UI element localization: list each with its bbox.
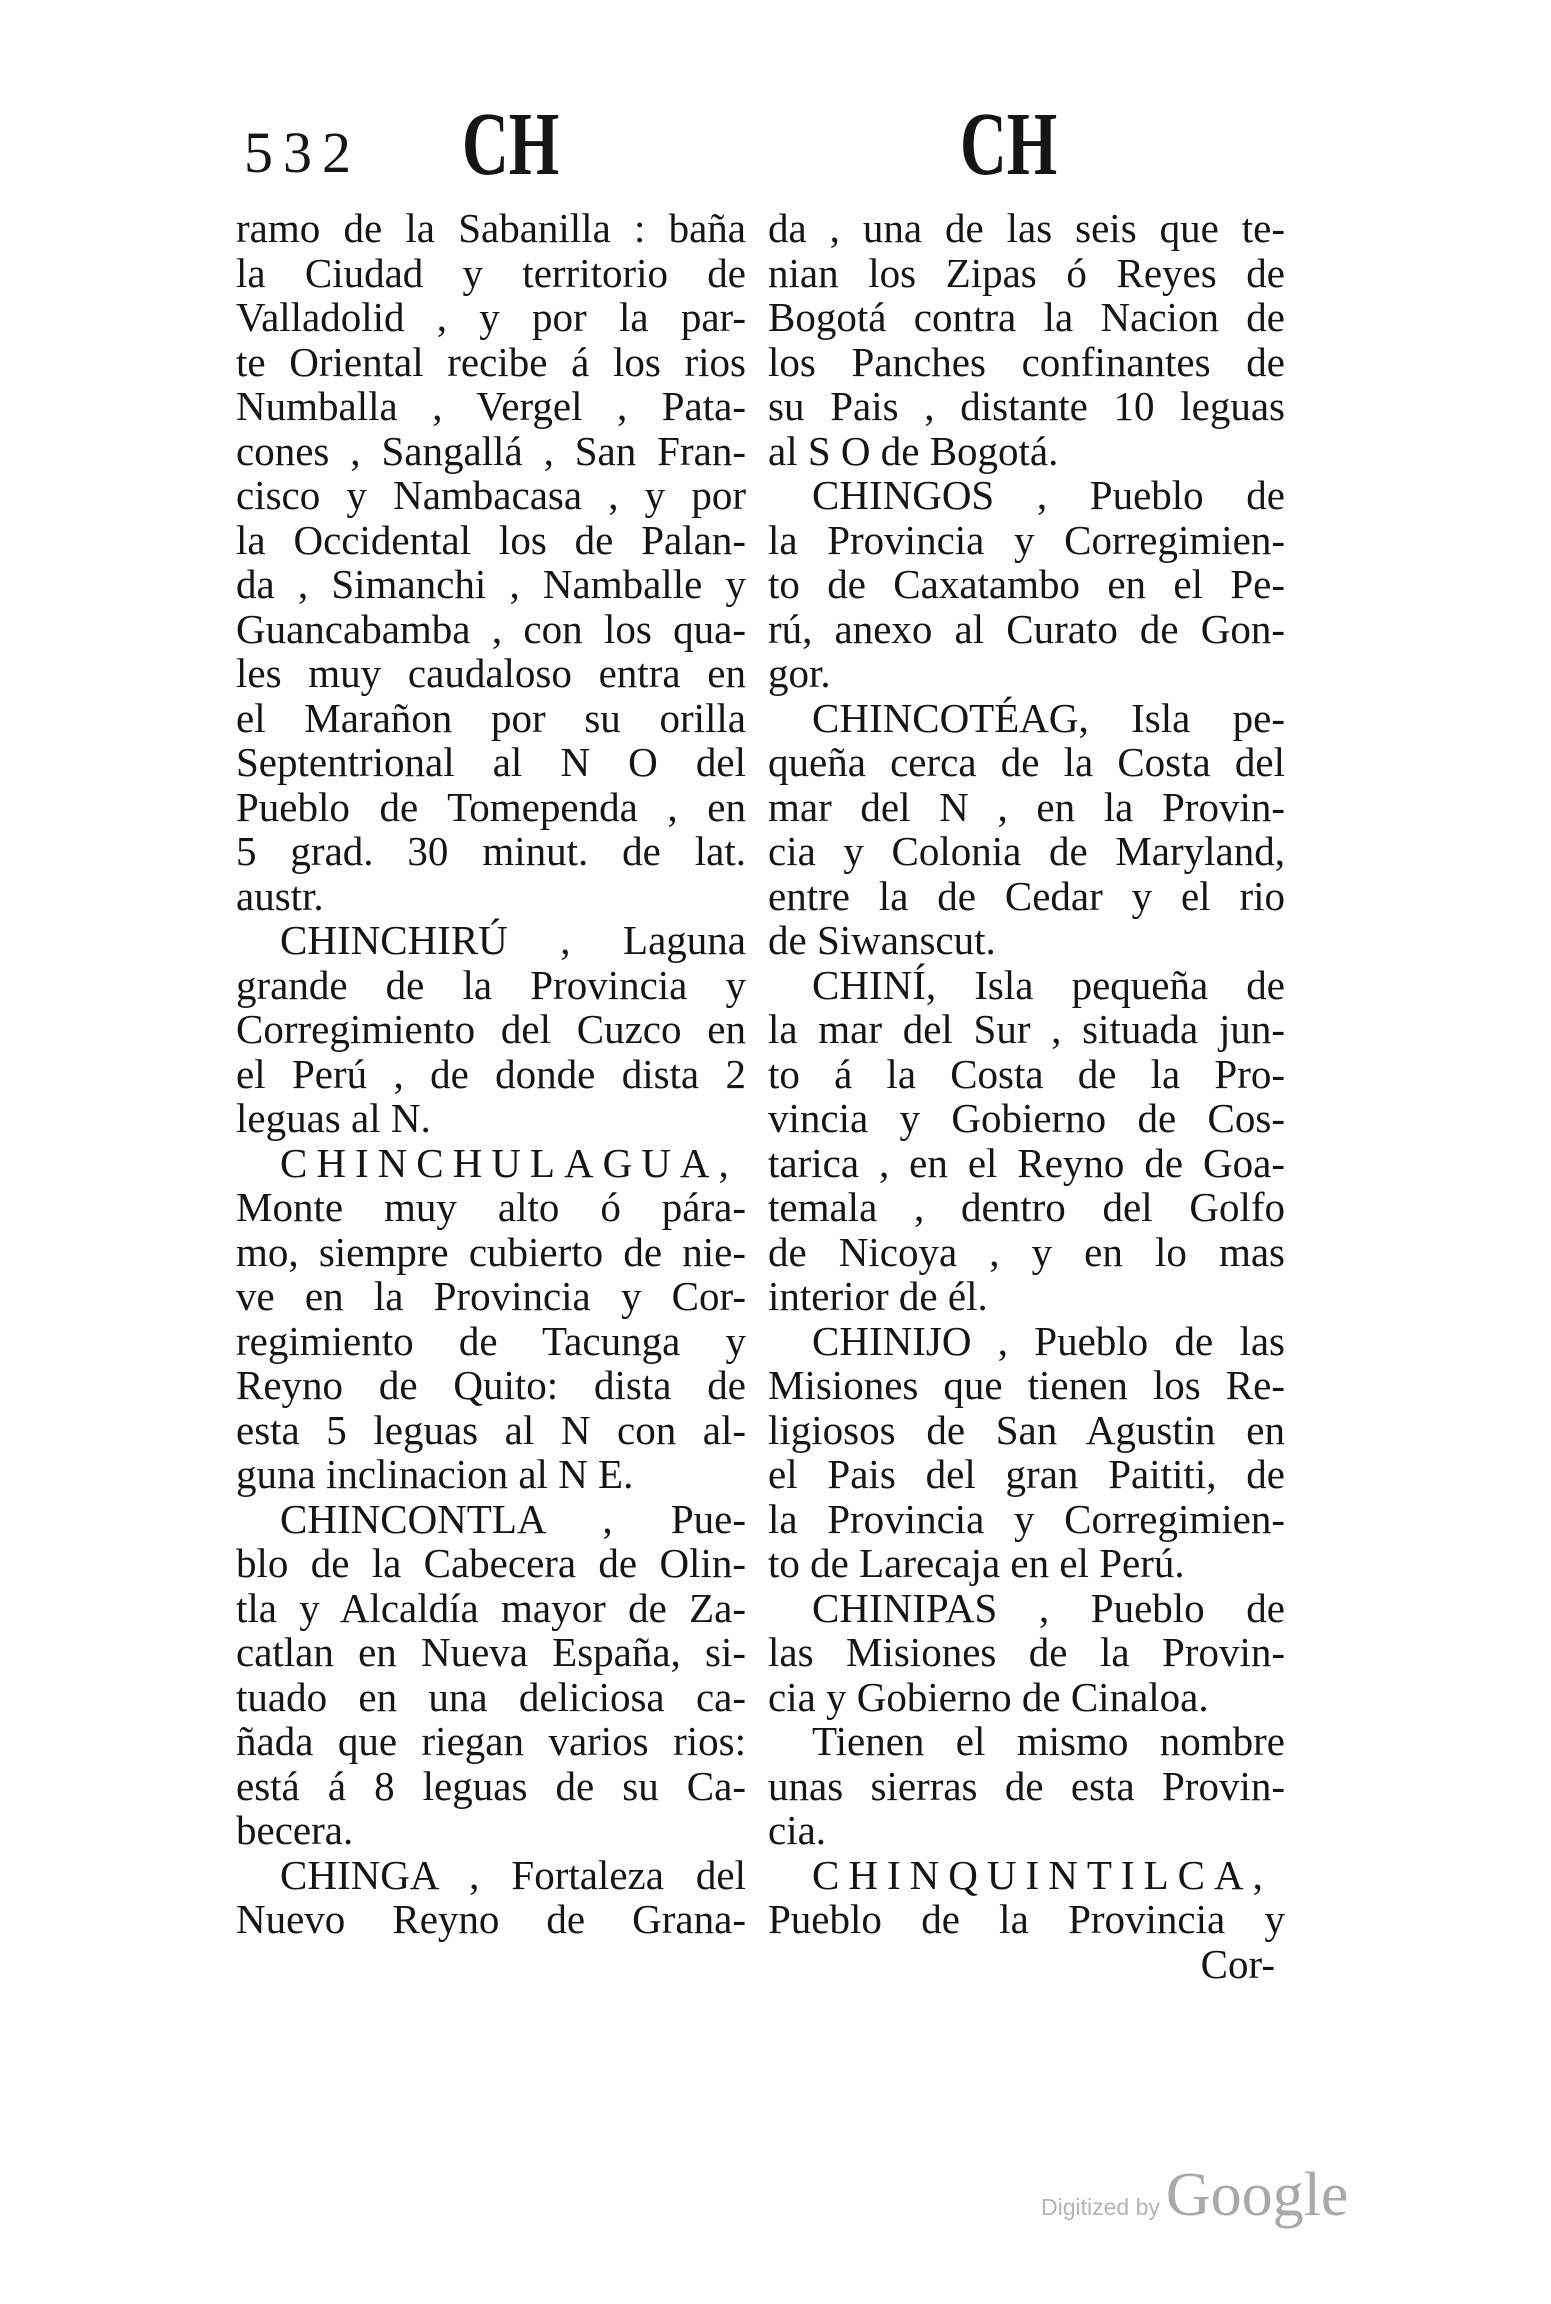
dictionary-entry [768, 473, 1285, 696]
text-line: rú, anexo al Curato de Gon- [768, 605, 1285, 652]
right-column [768, 206, 1285, 1942]
entry-first-line: CHINCOTÉAG, Isla pe- [812, 694, 1285, 741]
text-line: de Nicoya , y en lo mas [768, 1228, 1285, 1275]
left-column [236, 206, 746, 1942]
text-line: cia. [768, 1807, 827, 1853]
text-line: da , una de las seis que te- [768, 205, 1285, 251]
text-line: vincia y Gobierno de Cos- [768, 1095, 1285, 1141]
text-line: el Perú , de donde dista 2 [236, 1050, 746, 1097]
entry-first-line: CHINGOS , Pueblo de [812, 472, 1285, 518]
text-line: Nuevo Reyno de Grana- [236, 1896, 746, 1942]
text-line: temala , dentro del Golfo [768, 1184, 1285, 1230]
text-line: Numballa , Vergel , Pata- [236, 383, 746, 429]
text-line: cisco y Nambacasa , y por [236, 472, 746, 518]
text-line: leguas al N. [236, 1095, 431, 1141]
text-line: Reyno de Quito: dista de [236, 1362, 746, 1408]
entry-first-line: CHINQUINTILCA, [812, 1851, 1272, 1898]
dictionary-entry [768, 1853, 1285, 1942]
dictionary-entry [768, 1319, 1285, 1586]
dictionary-entry [768, 963, 1285, 1319]
text-line: nian los Zipas ó Reyes de [768, 249, 1285, 296]
text-line: mar del N , en la Provin- [768, 783, 1285, 830]
text-line: grande de la Provincia y [236, 961, 746, 1008]
text-line: el Marañon por su orilla [236, 694, 746, 741]
text-line: ramo de la Sabanilla : baña [236, 205, 746, 251]
text-line: gor. [768, 650, 831, 696]
text-line: la Occidental los de Palan- [236, 516, 746, 563]
google-logo: Google [1165, 2161, 1349, 2229]
dictionary-entry [236, 918, 746, 1141]
text-line: ligiosos de San Agustin en [768, 1406, 1285, 1453]
dictionary-entry [768, 1719, 1285, 1853]
dictionary-entry [768, 696, 1285, 963]
text-line: catlan en Nueva España, si- [236, 1629, 746, 1675]
text-line: Valladolid , y por la par- [236, 294, 746, 340]
text-line: Septentrional al N O del [236, 739, 746, 785]
text-line: Corregimiento del Cuzco en [236, 1006, 746, 1052]
catchword: Cor- [1200, 1941, 1275, 1987]
text-line: unas sierras de esta Provin- [768, 1762, 1285, 1809]
entry-first-line: CHINIJO , Pueblo de las [812, 1317, 1285, 1364]
dictionary-entry [768, 1586, 1285, 1720]
text-line: to de Caxatambo en el Pe- [768, 561, 1285, 607]
text-line: becera. [236, 1807, 354, 1853]
text-line: Bogotá contra la Nacion de [768, 294, 1285, 340]
text-line: entre la de Cedar y el rio [768, 872, 1285, 919]
text-line: ñada que riegan varios rios: [236, 1718, 746, 1764]
text-line: su Pais , distante 10 leguas [768, 383, 1285, 429]
text-line: tla y Alcaldía mayor de Za- [236, 1584, 746, 1631]
text-line: blo de la Cabecera de Olin- [236, 1540, 746, 1586]
text-line: to á la Costa de la Pro- [768, 1050, 1285, 1097]
text-line: interior de él. [768, 1273, 988, 1319]
dictionary-entry [236, 1853, 746, 1942]
text-line: queña cerca de la Costa del [768, 739, 1285, 785]
text-line: mo, siempre cubierto de nie- [236, 1228, 746, 1275]
text-line: Misiones que tienen los Re- [768, 1362, 1285, 1408]
text-line: ve en la Provincia y Cor- [236, 1273, 746, 1319]
text-line: las Misiones de la Provin- [768, 1629, 1285, 1675]
watermark-prefix: Digitized by [1041, 2194, 1160, 2220]
text-line: la Provincia y Corregimien- [768, 516, 1285, 563]
text-line: to de Larecaja en el Perú. [768, 1540, 1185, 1586]
text-line: cia y Gobierno de Cinaloa. [768, 1673, 1209, 1720]
entry-first-line: Tienen el mismo nombre [812, 1718, 1285, 1764]
text-line: tuado en una deliciosa ca- [236, 1673, 746, 1720]
entry-first-line: CHINGA , Fortaleza del [280, 1851, 746, 1898]
running-head-left: CH [462, 95, 560, 194]
text-line: el Pais del gran Paititi, de [768, 1451, 1285, 1497]
text-line: de Siwanscut. [768, 917, 996, 963]
entry-first-line: CHINCHIRÚ , Laguna [280, 917, 746, 963]
text-line: Pueblo de la Provincia y [768, 1896, 1285, 1942]
text-line: regimiento de Tacunga y [236, 1317, 746, 1364]
text-line: está á 8 leguas de su Ca- [236, 1762, 746, 1809]
text-line: les muy caudaloso entra en [236, 650, 746, 696]
text-line: Pueblo de Tomependa , en [236, 783, 746, 830]
text-line: guna inclinacion al N E. [236, 1451, 634, 1497]
text-line: austr. [236, 872, 324, 919]
entry-first-line: CHINÍ, Isla pequeña de [812, 961, 1285, 1008]
text-line: la Ciudad y territorio de [236, 249, 746, 296]
text-line: te Oriental recibe á los rios [236, 338, 746, 385]
text-line: los Panches confinantes de [768, 338, 1285, 385]
text-line: tarica , en el Reyno de Goa- [768, 1139, 1285, 1186]
text-line: la Provincia y Corregimien- [768, 1495, 1285, 1542]
text-line: 5 grad. 30 minut. de lat. [236, 828, 746, 874]
page-number: 532 [244, 120, 361, 185]
text-line: esta 5 leguas al N con al- [236, 1406, 746, 1453]
entry-continuation [236, 206, 746, 918]
entry-first-line: CHINIPAS , Pueblo de [812, 1584, 1285, 1631]
running-head-right: CH [960, 95, 1058, 194]
dictionary-entry [236, 1497, 746, 1853]
text-line: cia y Colonia de Maryland, [768, 828, 1285, 874]
entry-first-line: CHINCHULAGUA, [280, 1139, 738, 1186]
entry-continuation [768, 206, 1285, 473]
dictionary-entry [236, 1141, 746, 1497]
text-line: al S O de Bogotá. [768, 427, 1059, 474]
text-line: Guancabamba , con los qua- [236, 605, 746, 652]
text-line: da , Simanchi , Namballe y [236, 561, 746, 607]
text-line: la mar del Sur , situada jun- [768, 1006, 1285, 1052]
text-line: cones , Sangallá , San Fran- [236, 427, 746, 474]
digitized-watermark [1041, 2160, 1348, 2231]
entry-first-line: CHINCONTLA , Pue- [280, 1495, 746, 1542]
text-line: Monte muy alto ó pára- [236, 1184, 746, 1230]
